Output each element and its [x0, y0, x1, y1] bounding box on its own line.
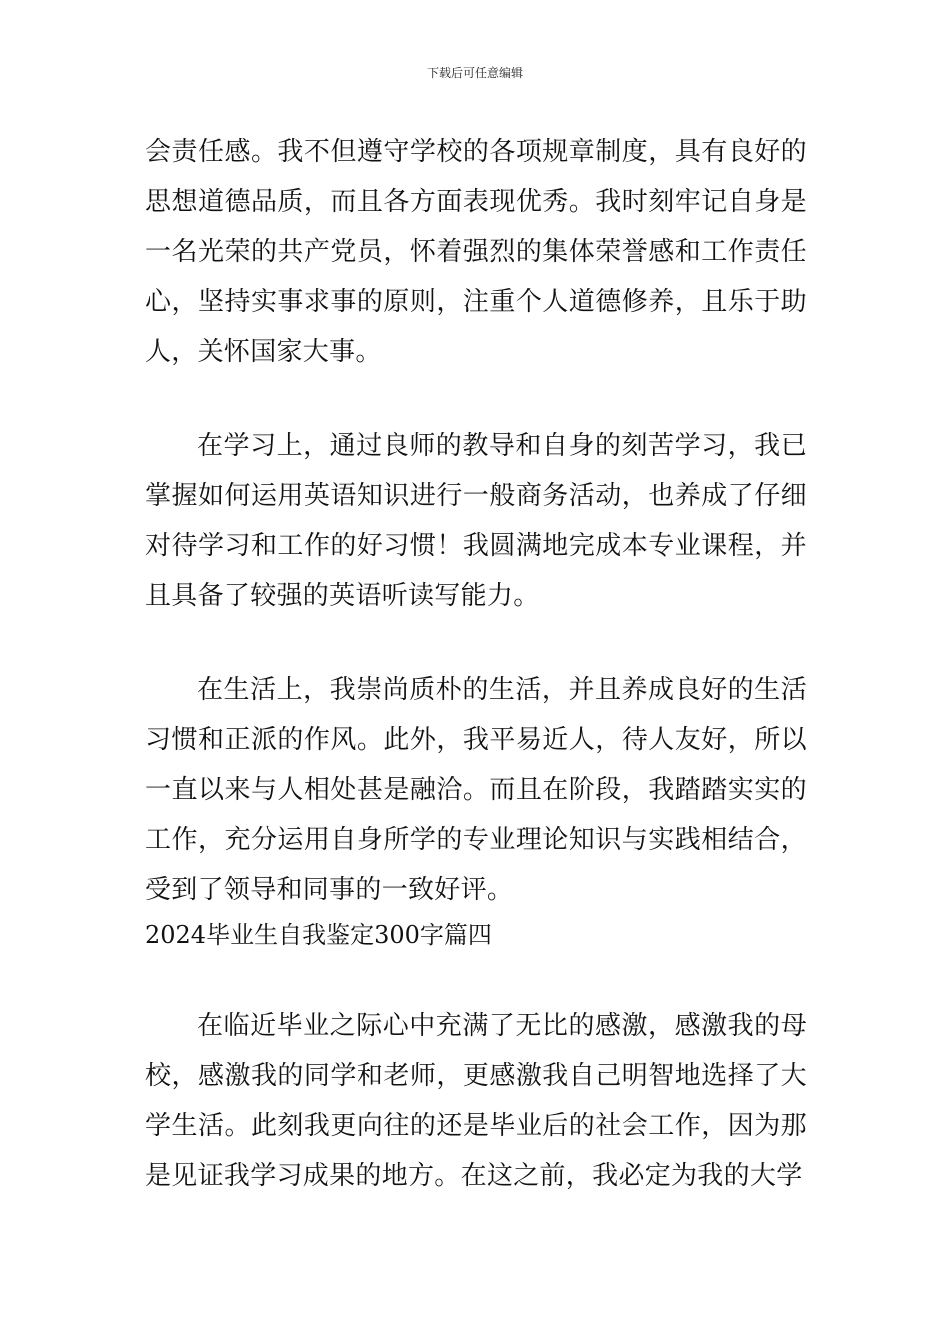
document-body [145, 127, 807, 1201]
paragraph-study: 在学习上，通过良师的教导和自身的刻苦学习，我已掌握如何运用英语知识进行一般商务活动，也养成了仔细对待学习和工作的好习惯！我圆满地完成本专业课程，并且具备了较强的英语听读写能力。 [145, 431, 807, 611]
paragraph-continuation: 会责任感。我不但遵守学校的各项规章制度，具有良好的思想道德品质，而且各方面表现优秀。我时刻牢记自身是一名光荣的共产党员，怀着强烈的集体荣誉感和工作责任心，坚持实事求事的原则，注重个人道德修养，且乐于助人，关怀国家大事。 [145, 137, 807, 367]
page-header: 下载后可任意编辑 [426, 66, 523, 80]
section-heading: 2024毕业生自我鉴定300字篇四 [145, 921, 492, 949]
paragraph-life: 在生活上，我崇尚质朴的生活，并且养成良好的生活习惯和正派的作风。此外，我平易近人，待人友好，所以一直以来与人相处甚是融洽。而且在阶段，我踏踏实实的工作，充分运用自身所学的专业理论知识与实践相结合，受到了领导和同事的一致好评。 [145, 675, 807, 905]
paragraph-graduation: 在临近毕业之际心中充满了无比的感激，感激我的母校，感激我的同学和老师，更感激我自己明智地选择了大学生活。此刻我更向往的还是毕业后的社会工作，因为那是见证我学习成果的地方。在这之前，我必定为我的大学 [145, 1011, 807, 1191]
